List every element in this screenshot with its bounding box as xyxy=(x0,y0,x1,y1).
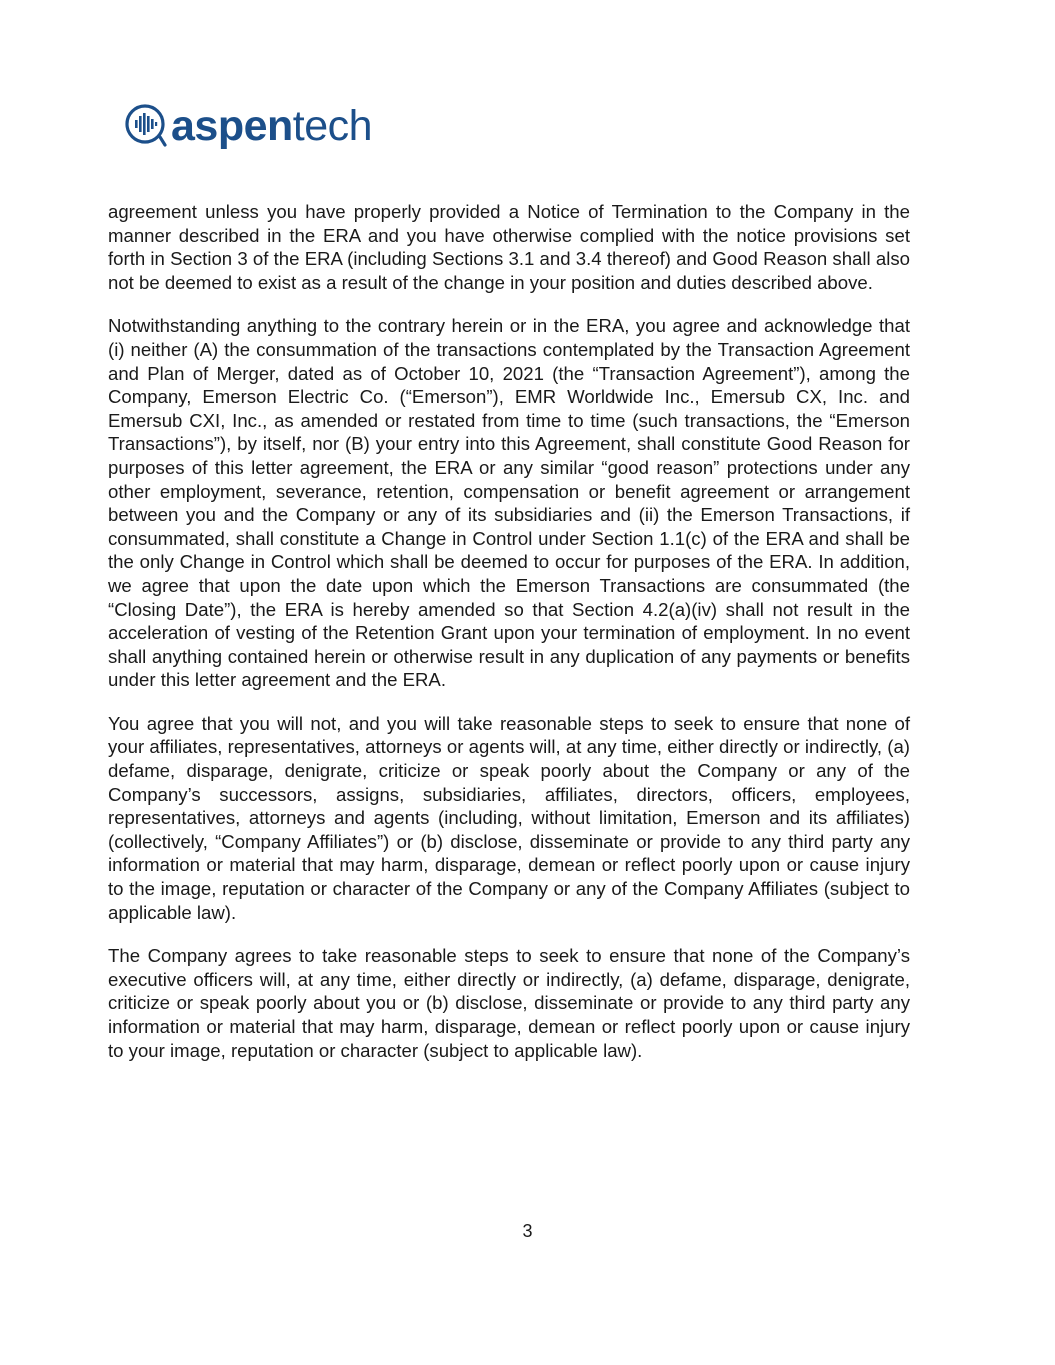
paragraph-non-disparagement-employee: You agree that you will not, and you will take reasonable steps to seek to ensure that none of your affiliates, representatives, attorneys or agents will, at any time, either directly or indirectly, (a) defame, disparage, denigrate, criticize or speak poorly about the Company or any of the Company’s successors, assigns, subsidiaries, affiliates, directors, officers, employees, representatives, attorneys and agents (including, without limitation, Emerson and its affiliates) (collectively, “Company Affiliates”) or (b) disclose, disseminate or provide to any third party any information or material that may harm, disparage, demean or reflect poorly upon or cause injury to the image, reputation or character of the Company or any of the Company Affiliates (subject to applicable law). xyxy=(108,712,910,923)
aspentech-logo xyxy=(124,103,372,149)
aspentech-wordmark xyxy=(171,101,373,150)
aspentech-logo-icon xyxy=(124,103,168,149)
paragraph-termination-notice: agreement unless you have properly provided a Notice of Termination to the Company in the manner described in the ERA and you have otherwise complied with the notice provisions set forth in Section 3 of the ERA (including Sections 3.1 and 3.4 thereof) and Good Reason shall also not be deemed to exist as a result of the change in your position and duties described above. xyxy=(108,201,910,293)
paragraph-emerson-transactions: Notwithstanding anything to the contrary herein or in the ERA, you agree and acknowledge that (i) neither (A) the consummation of the transactions contemplated by the Transaction Agreement and Plan of Merger, dated as of October 10, 2021 (the “Transaction Agreement”), among the Company, Emerson Electric Co. (“Emerson”), EMR Worldwide Inc., Emersub CX, Inc. and Emersub CXI, Inc., as amended or restated from time to time (such transactions, the “Emerson Transactions”), by itself, nor (B) your entry into this Agreement, shall constitute Good Reason for purposes of this letter agreement, the ERA or any similar “good reason” protections under any other employment, severance, retention, compensation or benefit agreement or arrangement between you and the Company or any of its subsidiaries and (ii) the Emerson Transactions, if consummated, shall constitute a Change in Control under Section 1.1(c) of the ERA and shall be the only Change in Control which shall be deemed to occur for purposes of the ERA. In addition, we agree that upon the date upon which the Emerson Transactions are consummated (the “Closing Date”), the ERA is hereby amended so that Section 4.2(a)(iv) shall not result in the acceleration of vesting of the Retention Grant upon your termination of employment. In no event shall anything contained herein or otherwise result in any duplication of any payments or benefits under this letter agreement and the ERA. xyxy=(108,315,910,691)
paragraph-non-disparagement-company: The Company agrees to take reasonable steps to seek to ensure that none of the Company’s executive officers will, at any time, either directly or indirectly, (a) defame, disparage, denigrate, criticize or speak poorly about you or (b) disclose, disseminate or provide to any third party any information or material that may harm, disparage, demean or reflect poorly upon or cause injury to your image, reputation or character (subject to applicable law). xyxy=(108,945,910,1061)
page-number: 3 xyxy=(522,1221,533,1241)
logo-bold-text: aspen xyxy=(171,101,293,150)
letter-body xyxy=(108,200,910,1082)
logo-light-text: tech xyxy=(292,101,373,150)
